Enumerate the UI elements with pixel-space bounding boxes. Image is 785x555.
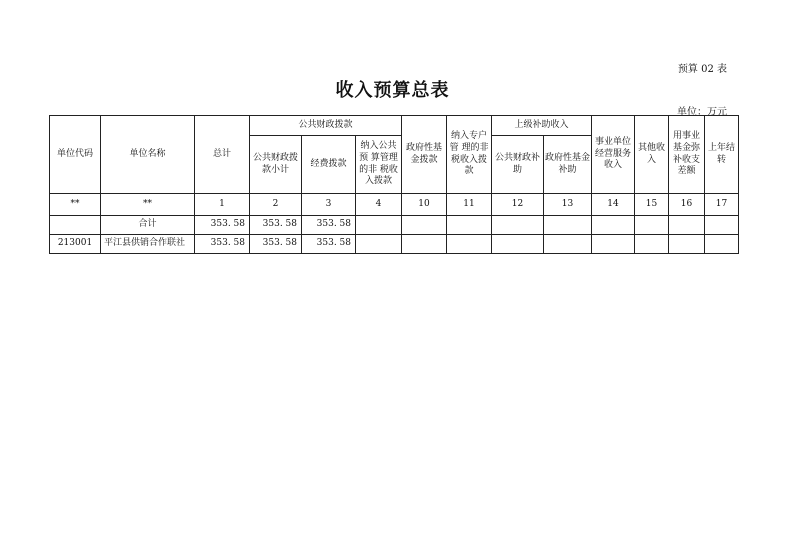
cell-other-income [635,216,669,235]
header-business-income: 事业单位经营服务收入 [592,116,635,194]
cell-pf-subtotal: 353. 58 [250,235,302,254]
header-unit-code: 单位代码 [50,116,101,194]
header-special-nontax: 纳入专户管 理的非税收入拨款 [447,116,492,194]
cell-gov-fund [402,235,447,254]
header-pf-nontax: 纳入公共预 算管理的非 税收入拨款 [356,136,402,194]
cell-pf-nontax [356,235,402,254]
index-cell: 12 [492,194,544,216]
cell-business-income [592,235,635,254]
cell-sub-gov-fund [544,216,592,235]
header-unit-name: 单位名称 [101,116,195,194]
cell-other-income [635,235,669,254]
cell-fund-balance [669,216,705,235]
cell-sub-public [492,235,544,254]
cell-special-nontax [447,216,492,235]
cell-total: 353. 58 [195,235,250,254]
cell-pf-nontax [356,216,402,235]
cell-special-nontax [447,235,492,254]
header-sub-public: 公共财政补助 [492,136,544,194]
header-superior-subsidy: 上级补助收入 [492,116,592,136]
header-public-finance: 公共财政拨款 [250,116,402,136]
cell-fund-balance [669,235,705,254]
header-total: 总计 [195,116,250,194]
table-row [50,235,739,254]
header-sub-gov-fund: 政府性基金补助 [544,136,592,194]
header-fund-balance: 用事业基金弥补收支差额 [669,116,705,194]
index-cell: ** [101,194,195,216]
cell-total: 353. 58 [195,216,250,235]
cell-carryover [705,235,739,254]
page-title: 收入预算总表 [335,80,450,101]
budget-table [49,115,739,254]
index-cell: 13 [544,194,592,216]
index-cell: 10 [402,194,447,216]
cell-carryover [705,216,739,235]
header-gov-fund: 政府性基金拨款 [402,116,447,194]
cell-pf-expense: 353. 58 [302,235,356,254]
cell-business-income [592,216,635,235]
cell-pf-subtotal: 353. 58 [250,216,302,235]
index-cell: 2 [250,194,302,216]
cell-sub-public [492,216,544,235]
header-carryover: 上年结转 [705,116,739,194]
header-other-income: 其他收入 [635,116,669,194]
cell-code: 213001 [50,235,101,254]
index-cell: 15 [635,194,669,216]
index-cell: 14 [592,194,635,216]
index-cell: 16 [669,194,705,216]
unit-label: 单位：万元 [677,107,727,118]
index-cell: 1 [195,194,250,216]
cell-pf-expense: 353. 58 [302,216,356,235]
cell-code [50,216,101,235]
index-cell: 4 [356,194,402,216]
form-code: 预算 02 表 [677,64,727,75]
cell-name: 平江县供销合作联社 [101,235,195,254]
table-row-total [50,216,739,235]
header-pf-expense: 经费拨款 [302,136,356,194]
cell-gov-fund [402,216,447,235]
index-row [50,194,739,216]
index-cell: 17 [705,194,739,216]
cell-sub-gov-fund [544,235,592,254]
cell-name: 合计 [101,216,195,235]
index-cell: 11 [447,194,492,216]
header-pf-subtotal: 公共财政拨款小计 [250,136,302,194]
index-cell: 3 [302,194,356,216]
index-cell: ** [50,194,101,216]
